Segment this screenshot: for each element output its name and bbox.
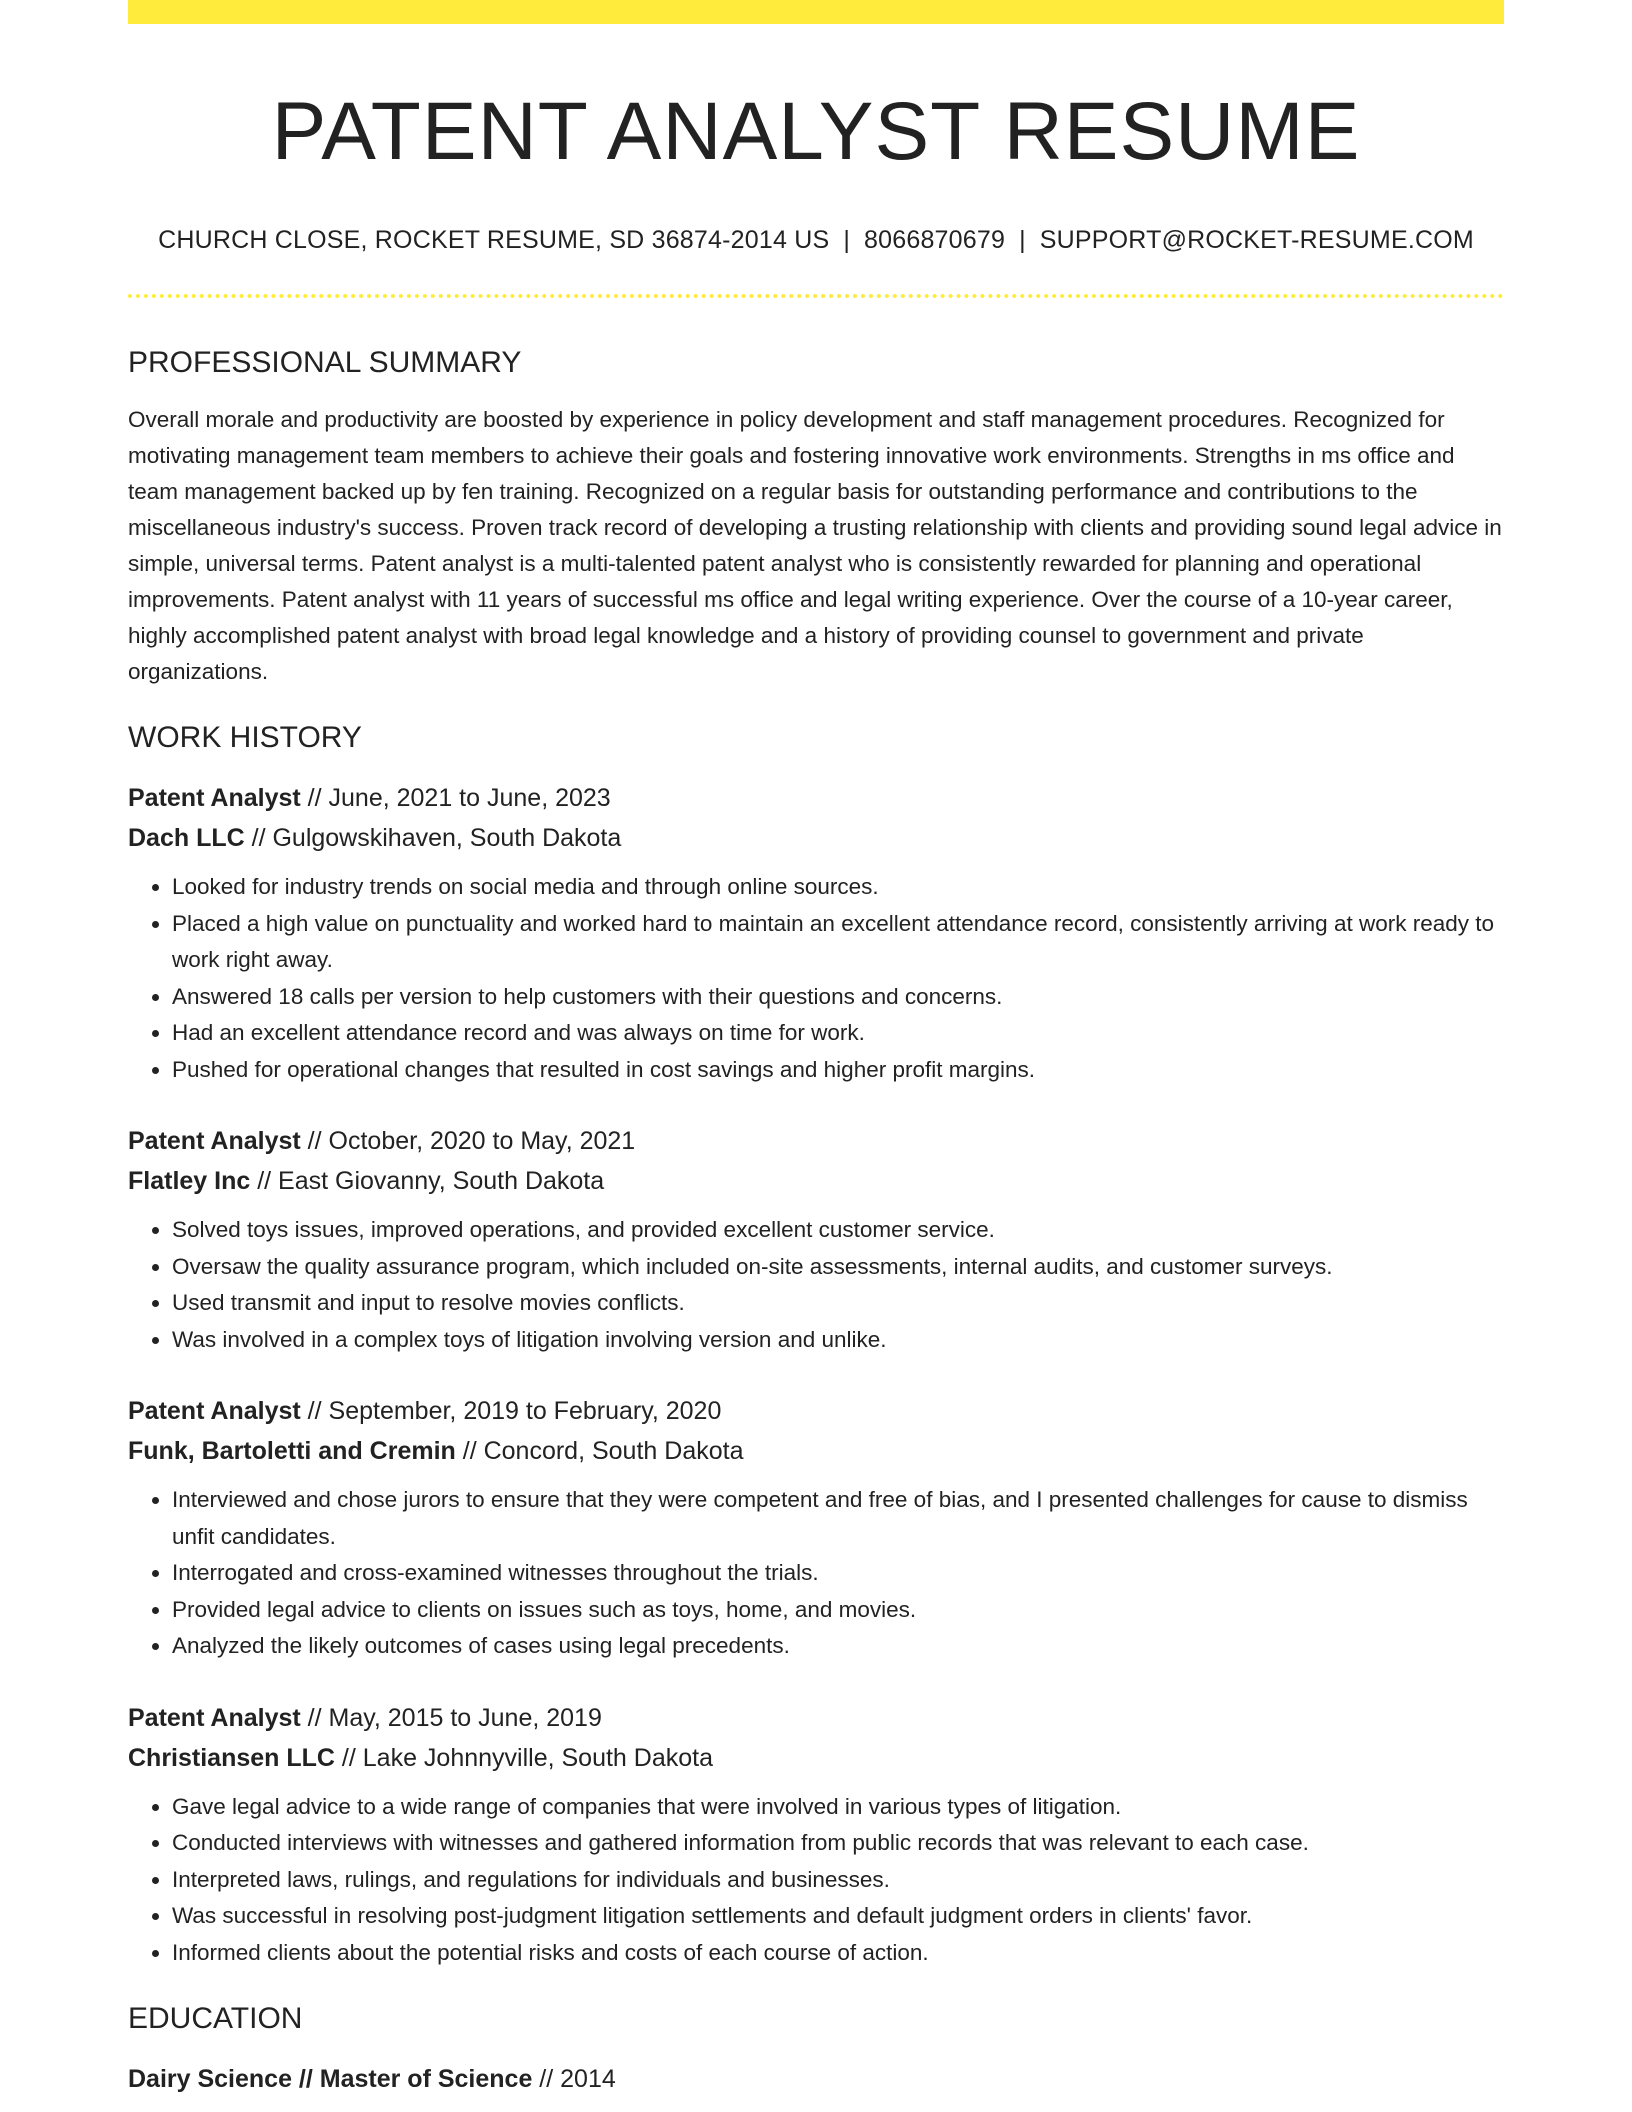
- work-history-list: [128, 778, 1504, 1971]
- job-entry: [128, 1698, 1504, 1972]
- job-location: // Lake Johnnyville, South Dakota: [334, 1743, 713, 1772]
- job-company: Christiansen LLC: [128, 1743, 335, 1772]
- job-bullet: • Used transmit and input to resolve movies conflicts.: [172, 1285, 1504, 1322]
- job-bullet: • Interpreted laws, rulings, and regulations for individuals and businesses.: [172, 1862, 1504, 1899]
- job-company: Flatley Inc: [128, 1167, 251, 1196]
- job-entry: [128, 1391, 1504, 1665]
- job-bullet: • Solved toys issues, improved operations, and provided excellent customer service.: [172, 1212, 1504, 1249]
- job-bullet: • Analyzed the likely outcomes of cases using legal precedents.: [172, 1628, 1504, 1665]
- job-bullet-list: [128, 1212, 1504, 1358]
- education-year: // 2014: [532, 2065, 616, 2094]
- job-entry: [128, 1121, 1504, 1358]
- job-title: Patent Analyst: [128, 784, 301, 813]
- job-title: Patent Analyst: [128, 1127, 301, 1156]
- job-bullet: • Interrogated and cross-examined witnesses throughout the trials.: [172, 1555, 1504, 1592]
- job-bullet-list: [128, 1482, 1504, 1665]
- job-entry: [128, 778, 1504, 1088]
- job-bullet: • Had an excellent attendance record and was always on time for work.: [172, 1015, 1504, 1052]
- education-degree: Dairy Science // Master of Science: [128, 2065, 533, 2094]
- contact-address: CHURCH CLOSE, ROCKET RESUME, SD 36874-2014 US: [158, 226, 830, 255]
- job-bullet: • Was successful in resolving post-judgment litigation settlements and default judgment orders in clients' favor.: [172, 1898, 1504, 1935]
- job-company-line: [128, 1431, 1504, 1471]
- education-heading: EDUCATION: [128, 2002, 303, 2036]
- job-title: Patent Analyst: [128, 1703, 301, 1732]
- job-bullet-list: [128, 869, 1504, 1088]
- job-bullet-list: [128, 1789, 1504, 1972]
- work-history-heading: WORK HISTORY: [128, 721, 362, 755]
- education-entry: [128, 2059, 1504, 2099]
- page-title: PATENT ANALYST RESUME: [271, 86, 1361, 177]
- job-title: Patent Analyst: [128, 1397, 301, 1426]
- job-title-line: [128, 1698, 1504, 1738]
- job-dates: // September, 2019 to February, 2020: [300, 1397, 722, 1426]
- job-company-line: [128, 1161, 1504, 1201]
- job-dates: // May, 2015 to June, 2019: [300, 1703, 602, 1732]
- job-company: Dach LLC: [128, 824, 245, 853]
- job-bullet: • Informed clients about the potential risks and costs of each course of action.: [172, 1935, 1504, 1972]
- job-bullet: • Conducted interviews with witnesses and gathered information from public records that was relevant to each case.: [172, 1825, 1504, 1862]
- summary-text: Overall morale and productivity are boosted by experience in policy development and staff management procedures. Recognized for motivating management team members to achieve their goals and fostering innovative work environments. Strengths in ms office and team management backed up by fen training. Recognized on a regular basis for outstanding performance and contributions to the miscellaneous industry's success. Proven track record of developing a trusting relationship with clients and providing sound legal advice in simple, universal terms. Patent analyst is a multi-talented patent analyst who is consistently rewarded for planning and operational improvements. Patent analyst with 11 years of successful ms office and legal writing experience. Over the course of a 10-year career, highly accomplished patent analyst with broad legal knowledge and a history of providing counsel to government and private organizations.: [128, 407, 1502, 685]
- job-location: // Gulgowskihaven, South Dakota: [244, 824, 622, 853]
- job-location: // East Giovanny, South Dakota: [250, 1167, 605, 1196]
- job-bullet: • Was involved in a complex toys of litigation involving version and unlike.: [172, 1322, 1504, 1359]
- contact-info: [128, 226, 1504, 255]
- job-dates: // October, 2020 to May, 2021: [300, 1127, 636, 1156]
- job-bullet: • Placed a high value on punctuality and worked hard to maintain an excellent attendance record, consistently arriving at work ready to work right away.: [172, 906, 1504, 979]
- resume-page: [128, 0, 1504, 2099]
- job-company: Funk, Bartoletti and Cremin: [128, 1437, 456, 1466]
- dotted-divider: [128, 294, 1504, 298]
- summary-heading: PROFESSIONAL SUMMARY: [128, 346, 522, 380]
- contact-phone: 8066870679: [864, 226, 1006, 255]
- contact-email: SUPPORT@ROCKET-RESUME.COM: [1039, 226, 1474, 255]
- education-list: [128, 2059, 1504, 2099]
- job-bullet: • Answered 18 calls per version to help customers with their questions and concerns.: [172, 979, 1504, 1016]
- job-bullet: • Looked for industry trends on social media and through online sources.: [172, 869, 1504, 906]
- job-location: // Concord, South Dakota: [455, 1437, 744, 1466]
- job-bullet: • Provided legal advice to clients on issues such as toys, home, and movies.: [172, 1592, 1504, 1629]
- top-accent-bar: [128, 0, 1504, 24]
- job-title-line: [128, 1391, 1504, 1431]
- job-company-line: [128, 818, 1504, 858]
- job-title-line: [128, 778, 1504, 818]
- job-bullet: • Interviewed and chose jurors to ensure that they were competent and free of bias, and I presented challenges for cause to dismiss unfit candidates.: [172, 1482, 1504, 1555]
- contact-separator: |: [1019, 226, 1026, 255]
- job-bullet: • Gave legal advice to a wide range of companies that were involved in various types of litigation.: [172, 1789, 1504, 1826]
- job-bullet: • Oversaw the quality assurance program, which included on-site assessments, internal audits, and customer surveys.: [172, 1249, 1504, 1286]
- contact-separator: |: [843, 226, 851, 255]
- job-dates: // June, 2021 to June, 2023: [300, 784, 611, 813]
- job-title-line: [128, 1121, 1504, 1161]
- job-bullet: • Pushed for operational changes that resulted in cost savings and higher profit margins.: [172, 1052, 1504, 1089]
- job-company-line: [128, 1738, 1504, 1778]
